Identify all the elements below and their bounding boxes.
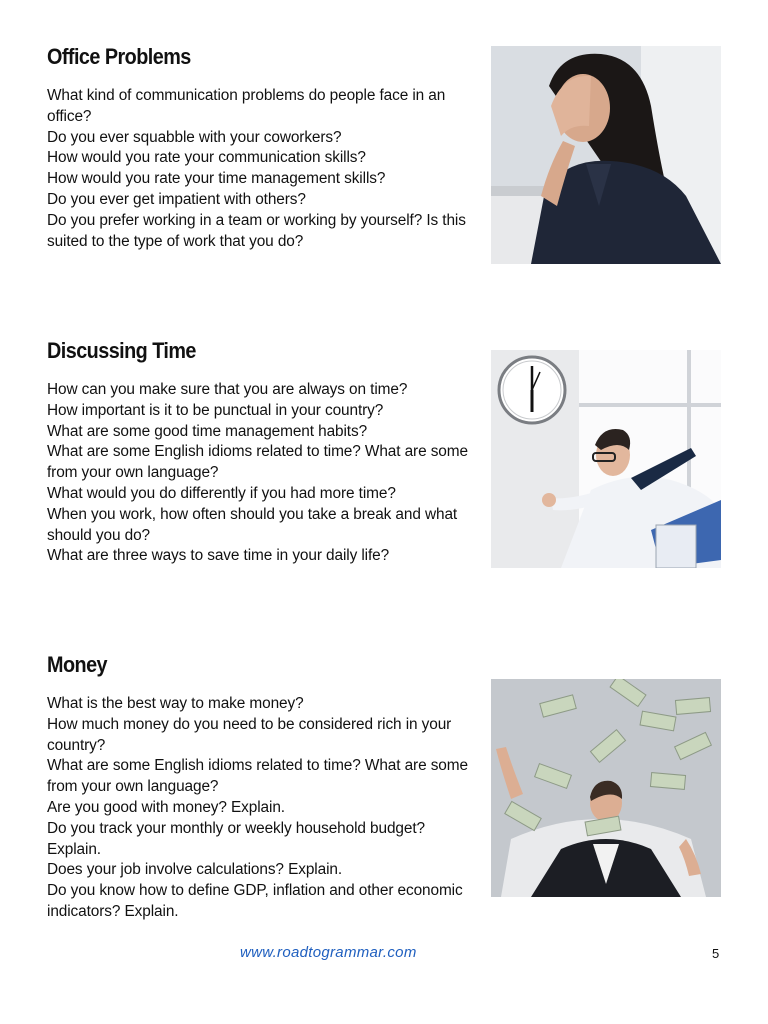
section-discussing-time [47, 338, 477, 567]
question-item: What would you do differently if you had more time? [47, 484, 396, 502]
question-list [47, 694, 477, 923]
question-item: Do you ever get impatient with others? [47, 190, 306, 208]
section-money [47, 652, 477, 923]
question-item: Does your job involve calculations? Explain. [47, 861, 343, 879]
section-heading: Office Problems [47, 44, 191, 69]
question-item: What are some English idioms related to time? What are some from your own language? [47, 757, 468, 796]
question-list [47, 380, 477, 567]
question-item: When you work, how often should you take a break and what should you do? [47, 505, 458, 544]
question-item: What kind of communication problems do people face in an office? [47, 87, 446, 125]
section-office-problems [47, 44, 477, 252]
section-heading: Money [47, 652, 108, 677]
question-item: What are some good time management habits? [47, 422, 368, 440]
question-item: Do you know how to define GDP, inflation and other economic indicators? Explain. [47, 882, 463, 920]
question-list [47, 86, 477, 252]
question-item: How can you make sure that you are always on time? [47, 381, 408, 398]
late-businessman-clock-photo [491, 350, 721, 568]
question-item: Are you good with money? Explain. [47, 798, 285, 816]
website-link[interactable]: www.roadtogrammar.com [240, 944, 417, 961]
question-item: What is the best way to make money? [47, 695, 304, 712]
man-with-falling-money-photo [491, 679, 721, 897]
question-item: Do you track your monthly or weekly household budget? Explain. [47, 819, 425, 858]
question-item: How important is it to be punctual in your country? [47, 401, 384, 419]
question-item: What are three ways to save time in your daily life? [47, 547, 390, 565]
question-item: What are some English idioms related to time? What are some from your own language? [47, 443, 468, 482]
section-heading: Discussing Time [47, 338, 196, 363]
stressed-woman-photo [491, 46, 721, 264]
question-item: How much money do you need to be considered rich in your country? [47, 715, 452, 754]
page-number: 5 [712, 946, 720, 961]
question-item: Do you ever squabble with your coworkers? [47, 128, 342, 146]
question-item: Do you prefer working in a team or working by yourself? Is this suited to the type of work that you do? [47, 211, 466, 250]
question-item: How would you rate your communication skills? [47, 149, 366, 167]
question-item: How would you rate your time management skills? [47, 170, 386, 188]
